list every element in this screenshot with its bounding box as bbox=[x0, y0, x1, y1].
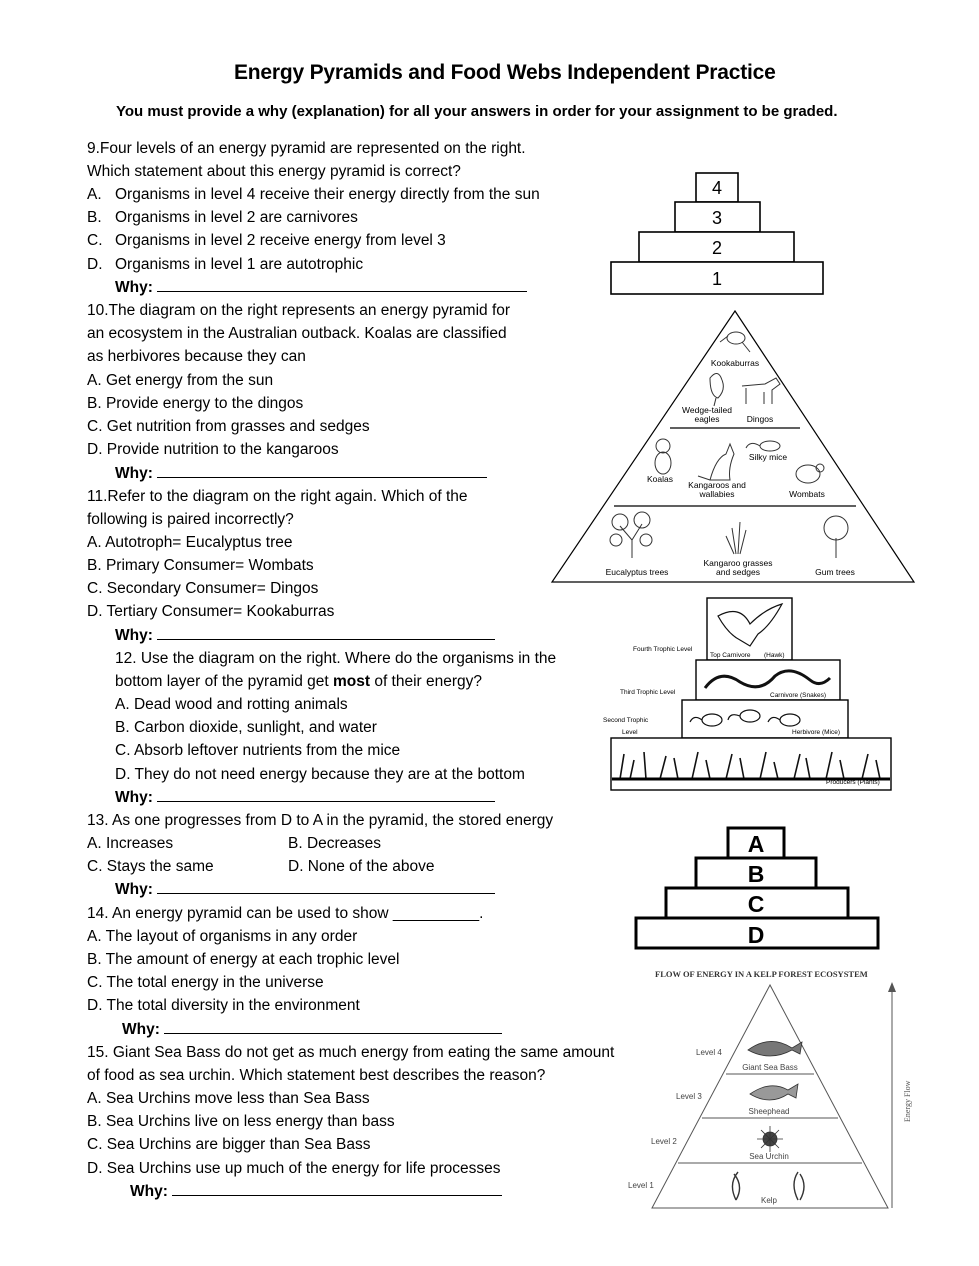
kookaburra-icon bbox=[720, 332, 750, 352]
why-label: Why: bbox=[115, 465, 153, 482]
q12-stem-text: bottom layer of the pyramid get bbox=[115, 673, 333, 690]
pyramid3-top-carnivore-label: Top Carnivore bbox=[710, 652, 751, 659]
q10-option-d: D. Provide nutrition to the kangaroos bbox=[87, 441, 339, 458]
pyramid4-label-a: A bbox=[747, 831, 765, 857]
pyramid4-label-d: D bbox=[747, 922, 765, 948]
pyramid1-label-4: 4 bbox=[711, 178, 723, 198]
pyramid3-third-level-label: Third Trophic Level bbox=[620, 689, 676, 696]
q13-option-c: C. Stays the same bbox=[87, 858, 214, 875]
pyramid-australian-outback bbox=[550, 308, 920, 588]
q9-option-c-letter: C. bbox=[87, 232, 103, 249]
q15-option-d: D. Sea Urchins use up much of the energy for life processes bbox=[87, 1160, 501, 1177]
q14-why-row bbox=[122, 1018, 502, 1041]
sea-bass-icon bbox=[748, 1041, 802, 1056]
energy-flow-label: Energy Flow bbox=[903, 1080, 912, 1122]
pyramid5-level-1-label: Level 1 bbox=[628, 1181, 654, 1190]
pyramid2-eagles-label: eagles bbox=[694, 414, 720, 424]
eagle-icon bbox=[710, 373, 723, 406]
pyramid5-level-2-label: Level 2 bbox=[651, 1137, 677, 1146]
q11-option-c: C. Secondary Consumer= Dingos bbox=[87, 580, 319, 597]
dingo-icon bbox=[742, 378, 780, 404]
q10-stem-line1: 10.The diagram on the right represents an energy pyramid for bbox=[87, 302, 511, 319]
pyramid2-silky-mice-label: Silky mice bbox=[748, 452, 788, 462]
q13-option-a: A. Increases bbox=[87, 835, 174, 852]
q11-answer-line[interactable] bbox=[157, 625, 495, 640]
q9-option-d: Organisms in level 1 are autotrophic bbox=[115, 256, 364, 273]
q9-option-a-letter: A. bbox=[87, 186, 102, 203]
q12-answer-line[interactable] bbox=[157, 787, 495, 802]
pyramid2-grasses-label: Kangaroo grasses bbox=[703, 558, 773, 568]
q9-option-d-letter: D. bbox=[87, 256, 103, 273]
q11-option-b: B. Primary Consumer= Wombats bbox=[87, 557, 314, 574]
pyramid3-hawk-label: (Hawk) bbox=[764, 652, 785, 659]
eucalyptus-tree-icon bbox=[610, 512, 652, 558]
q15-answer-line[interactable] bbox=[172, 1181, 502, 1196]
q9-option-b-letter: B. bbox=[87, 209, 102, 226]
page-title: Energy Pyramids and Food Webs Independent Practice bbox=[234, 61, 776, 84]
pyramid-trophic-levels bbox=[600, 594, 900, 799]
pyramid2-gum-trees-label: Gum trees bbox=[815, 567, 855, 577]
q9-answer-line[interactable] bbox=[157, 277, 527, 292]
pyramid4-label-b: B bbox=[747, 861, 765, 887]
q10-why-row bbox=[115, 462, 487, 485]
kangaroo-icon bbox=[698, 444, 734, 480]
q14-option-d: D. The total diversity in the environment bbox=[87, 997, 360, 1014]
pyramid-kelp-forest bbox=[620, 962, 920, 1217]
q11-why-row bbox=[115, 624, 495, 647]
pyramid2-eucalyptus-label: Eucalyptus trees bbox=[605, 567, 669, 577]
q13-stem: 13. As one progresses from D to A in the pyramid, the stored energy bbox=[87, 812, 554, 829]
pyramid3-second-level-label: Second Trophic bbox=[603, 717, 649, 724]
q9-option-c: Organisms in level 2 receive energy from level 3 bbox=[115, 232, 446, 249]
q9-why-row bbox=[115, 276, 527, 299]
koala-icon bbox=[655, 439, 671, 474]
pyramid2-kangaroos-label: Kangaroos and bbox=[688, 480, 746, 490]
pyramid2-outline bbox=[552, 311, 914, 582]
q15-stem-line2: of food as sea urchin. Which statement best describes the reason? bbox=[87, 1067, 546, 1084]
pyramid1-label-2: 2 bbox=[711, 238, 723, 258]
q15-why-row bbox=[130, 1180, 502, 1203]
pyramid2-wombats-label: Wombats bbox=[789, 489, 825, 499]
pyramid5-title: FLOW OF ENERGY IN A KELP FOREST ECOSYSTEM bbox=[655, 969, 868, 979]
pyramid-lettered-levels bbox=[630, 822, 885, 954]
silky-mouse-icon bbox=[746, 441, 780, 451]
pyramid5-kelp-label: Kelp bbox=[760, 1196, 778, 1205]
q14-answer-line[interactable] bbox=[164, 1019, 502, 1034]
q11-option-a: A. Autotroph= Eucalyptus tree bbox=[87, 534, 293, 551]
q9-stem-line1: 9.Four levels of an energy pyramid are represented on the right. bbox=[87, 140, 526, 157]
pyramid3-fourth-level-label: Fourth Trophic Level bbox=[633, 646, 693, 653]
sea-urchin-icon bbox=[757, 1126, 783, 1152]
pyramid3-second-level-label-2: Level bbox=[622, 729, 638, 736]
pyramid3-herbivore-label: Herbivore (Mice) bbox=[792, 729, 841, 736]
q10-option-c: C. Get nutrition from grasses and sedges bbox=[87, 418, 370, 435]
why-label: Why: bbox=[122, 1021, 160, 1038]
q13-why-row bbox=[115, 878, 495, 901]
q10-option-a: A. Get energy from the sun bbox=[87, 372, 274, 389]
q9-option-b: Organisms in level 2 are carnivores bbox=[115, 209, 358, 226]
q12-stem-line2 bbox=[115, 670, 482, 693]
q12-option-c: C. Absorb leftover nutrients from the mice bbox=[115, 742, 401, 759]
why-label: Why: bbox=[130, 1183, 168, 1200]
pyramid3-carnivore-label: Carnivore (Snakes) bbox=[770, 692, 826, 699]
q12-option-d: D. They do not need energy because they are at the bottom bbox=[115, 766, 525, 783]
q12-stem-text-end: of their energy? bbox=[370, 673, 483, 690]
q9-option-a: Organisms in level 4 receive their energy directly from the sun bbox=[115, 186, 540, 203]
pyramid1-label-3: 3 bbox=[711, 208, 723, 228]
q13-option-b: B. Decreases bbox=[288, 835, 382, 852]
q10-answer-line[interactable] bbox=[157, 463, 487, 478]
pyramid5-sheephead-label: Sheephead bbox=[748, 1107, 790, 1116]
why-label: Why: bbox=[115, 627, 153, 644]
why-label: Why: bbox=[115, 279, 153, 296]
energy-flow-arrow bbox=[888, 982, 896, 1208]
pyramid2-wedge-tailed-label: Wedge-tailed bbox=[682, 405, 732, 415]
q14-option-a: A. The layout of organisms in any order bbox=[87, 928, 358, 945]
pyramid5-giant-sea-bass-label: Giant Sea Bass bbox=[742, 1063, 798, 1072]
why-label: Why: bbox=[115, 789, 153, 806]
q11-stem-line1: 11.Refer to the diagram on the right again. Which of the bbox=[87, 488, 468, 505]
q14-option-c: C. The total energy in the universe bbox=[87, 974, 324, 991]
pyramid2-kookaburras-label: Kookaburras bbox=[710, 358, 760, 368]
q12-stem-line1: 12. Use the diagram on the right. Where do the organisms in the bbox=[115, 650, 557, 667]
q9-stem-line2: Which statement about this energy pyramid is correct? bbox=[87, 163, 461, 180]
q13-option-d: D. None of the above bbox=[288, 858, 435, 875]
q12-option-b: B. Carbon dioxide, sunlight, and water bbox=[115, 719, 377, 736]
q11-option-d: D. Tertiary Consumer= Kookaburras bbox=[87, 603, 335, 620]
grass-icon bbox=[726, 522, 746, 554]
pyramid5-level-3-label: Level 3 bbox=[676, 1092, 702, 1101]
pyramid4-label-c: C bbox=[747, 891, 765, 917]
pyramid2-koalas-label: Koalas bbox=[647, 474, 673, 484]
pyramid3-producers-label: Producers (Plants) bbox=[826, 779, 880, 786]
pyramid5-level-4-label: Level 4 bbox=[696, 1048, 722, 1057]
page-subtitle: You must provide a why (explanation) for all your answers in order for your assignment to be graded. bbox=[116, 103, 838, 120]
gum-tree-icon bbox=[824, 516, 848, 558]
pyramid-numbered-levels bbox=[600, 165, 835, 300]
q13-answer-line[interactable] bbox=[157, 879, 495, 894]
q15-option-a: A. Sea Urchins move less than Sea Bass bbox=[87, 1090, 370, 1107]
pyramid2-wallabies-label: wallabies bbox=[699, 489, 735, 499]
q10-stem-line2: an ecosystem in the Australian outback. Koalas are classified bbox=[87, 325, 507, 342]
pyramid2-sedges-label: and sedges bbox=[716, 567, 760, 577]
q14-option-b: B. The amount of energy at each trophic level bbox=[87, 951, 400, 968]
pyramid2-dingos-label: Dingos bbox=[746, 414, 774, 424]
why-label: Why: bbox=[115, 881, 153, 898]
q11-stem-line2: following is paired incorrectly? bbox=[87, 511, 294, 528]
wombat-icon bbox=[796, 464, 824, 483]
sheephead-icon bbox=[750, 1084, 798, 1100]
pyramid3-top-carnivore-box bbox=[707, 598, 792, 660]
pyramid1-label-1: 1 bbox=[711, 269, 723, 289]
q10-option-b: B. Provide energy to the dingos bbox=[87, 395, 304, 412]
q12-option-a: A. Dead wood and rotting animals bbox=[115, 696, 348, 713]
q14-stem: 14. An energy pyramid can be used to show __________. bbox=[87, 905, 484, 922]
pyramid5-sea-urchin-label: Sea Urchin bbox=[749, 1152, 789, 1161]
q12-stem-emphasis: most bbox=[332, 673, 371, 690]
q12-why-row bbox=[115, 786, 495, 809]
q15-option-c: C. Sea Urchins are bigger than Sea Bass bbox=[87, 1136, 371, 1153]
q15-option-b: B. Sea Urchins live on less energy than bass bbox=[87, 1113, 395, 1130]
q10-stem-line3: as herbivores because they can bbox=[87, 348, 306, 365]
q15-stem-line1: 15. Giant Sea Bass do not get as much energy from eating the same amount bbox=[87, 1044, 615, 1061]
